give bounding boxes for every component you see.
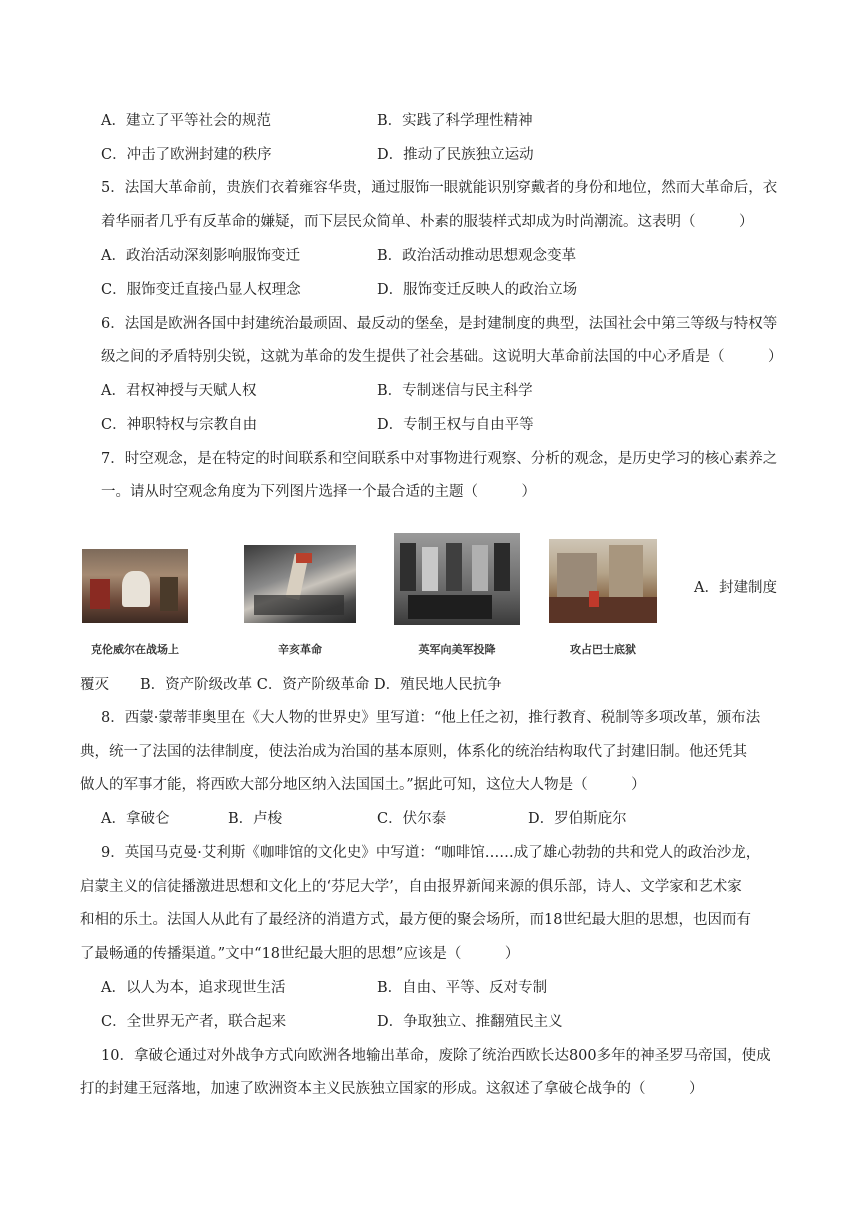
q4-option-b[interactable]: B．实践了科学理性精神 xyxy=(377,113,533,129)
xinhai-revolution-painting xyxy=(244,545,356,623)
q4-option-a[interactable]: A．建立了平等社会的规范 xyxy=(101,113,271,129)
q7-option-a-continued[interactable]: 覆灭 xyxy=(80,677,109,693)
q6-option-a[interactable]: A．君权神授与天赋人权 xyxy=(101,383,257,399)
q7-image-2 xyxy=(244,533,356,656)
q4-option-d[interactable]: D．推动了民族独立运动 xyxy=(377,147,534,163)
q8-option-c[interactable]: C．伏尔泰 xyxy=(377,811,447,827)
british-surrender-photo xyxy=(394,533,520,625)
q6-option-d[interactable]: D．专制王权与自由平等 xyxy=(377,417,534,433)
q8-option-d[interactable]: D．罗伯斯庇尔 xyxy=(528,811,627,827)
q8-stem-line-3: 做人的军事才能，将西欧大部分地区纳入法国国土。”据此可知，这位大人物是（ ） xyxy=(80,777,646,793)
q6-option-b[interactable]: B．专制迷信与民主科学 xyxy=(377,383,533,399)
q10-stem-line-2: 打的封建王冠落地，加速了欧洲资本主义民族独立国家的形成。这叙述了拿破仑战争的（ ） xyxy=(80,1081,704,1097)
q7-image-1 xyxy=(82,533,188,656)
q7-image-3-caption: 英军向美军投降 xyxy=(418,643,496,656)
q5-option-b[interactable]: B．政治活动推动思想观念变革 xyxy=(377,248,577,264)
q9-option-d[interactable]: D．争取独立、推翻殖民主义 xyxy=(377,1014,563,1030)
q9-stem-line-2: 启蒙主义的信徒播激进思想和文化上的‘芬尼大学’，自由报界新闻来源的俱乐部，诗人、文学家和艺术家 xyxy=(80,879,742,895)
q8-option-a[interactable]: A．拿破仑 xyxy=(101,811,170,827)
q8-stem-line-2: 典，统一了法国的法律制度，使法治成为治国的基本原则，体系化的统治结构取代了封建旧制。他还凭其 xyxy=(80,744,747,760)
q7-stem-line-2: 一。请从时空观念角度为下列图片选择一个最合适的主题（ ） xyxy=(101,484,536,500)
q7-option-a[interactable]: A．封建制度 xyxy=(694,580,777,596)
q6-stem-line-2: 级之间的矛盾特别尖锐，这就为革命的发生提供了社会基础。这说明大革命前法国的中心矛盾是（ ） xyxy=(101,349,783,365)
q7-image-4 xyxy=(549,533,657,656)
q5-option-d[interactable]: D．服饰变迁反映人的政治立场 xyxy=(377,282,578,298)
q5-option-a[interactable]: A．政治活动深刻影响服饰变迁 xyxy=(101,248,300,264)
q9-stem-line-1: 9．英国马克曼·艾利斯《咖啡馆的文化史》中写道：“咖啡馆……成了雄心勃勃的共和党人的政治沙龙， xyxy=(101,845,761,861)
q9-option-a[interactable]: A．以人为本，追求现世生活 xyxy=(101,980,286,996)
cromwell-battlefield-painting xyxy=(82,549,188,623)
q10-stem-line-1: 10．拿破仑通过对外战争方式向欧洲各地输出革命，废除了统治西欧长达800多年的神圣罗马帝国，使成 xyxy=(101,1048,771,1064)
q7-image-3 xyxy=(394,533,520,656)
q4-option-c[interactable]: C．冲击了欧洲封建的秩序 xyxy=(101,147,272,163)
storming-bastille-painting xyxy=(549,539,657,623)
q7-image-2-caption: 辛亥革命 xyxy=(278,643,322,656)
q9-option-b[interactable]: B．自由、平等、反对专制 xyxy=(377,980,548,996)
q6-option-c[interactable]: C．神职特权与宗教自由 xyxy=(101,417,258,433)
q7-options-b-c-d[interactable]: B．资产阶级改革 C．资产阶级革命 D．殖民地人民抗争 xyxy=(140,677,502,693)
q7-image-1-caption: 克伦威尔在战场上 xyxy=(91,643,179,656)
q7-image-4-caption: 攻占巴士底狱 xyxy=(570,643,636,656)
q7-stem-line-1: 7．时空观念，是在特定的时间联系和空间联系中对事物进行观察、分析的观念，是历史学习的核心素养之 xyxy=(101,451,778,467)
q8-stem-line-1: 8．西蒙·蒙蒂菲奥里在《大人物的世界史》里写道：“他上任之初，推行教育、税制等多项改革，颁布法 xyxy=(101,710,761,726)
q9-stem-line-4: 了最畅通的传播渠道。”文中“18世纪最大胆的思想”应该是（ ） xyxy=(80,946,520,962)
q6-stem-line-1: 6．法国是欧洲各国中封建统治最顽固、最反动的堡垒，是封建制度的典型，法国社会中第三等级与特权等 xyxy=(101,316,778,332)
q9-stem-line-3: 和相的乐土。法国人从此有了最经济的消遣方式，最方便的聚会场所，而18世纪最大胆的思想，也因而有 xyxy=(80,912,751,928)
q9-option-c[interactable]: C．全世界无产者，联合起来 xyxy=(101,1014,287,1030)
q5-stem-line-1: 5．法国大革命前，贵族们衣着雍容华贵，通过服饰一眼就能识别穿戴者的身份和地位，然而大革命后，衣 xyxy=(101,180,778,196)
q5-option-c[interactable]: C．服饰变迁直接凸显人权理念 xyxy=(101,282,301,298)
q5-stem-line-2: 着华丽者几乎有反革命的嫌疑，而下层民众简单、朴素的服装样式却成为时尚潮流。这表明（ ） xyxy=(101,214,754,230)
q8-option-b[interactable]: B．卢梭 xyxy=(228,811,283,827)
